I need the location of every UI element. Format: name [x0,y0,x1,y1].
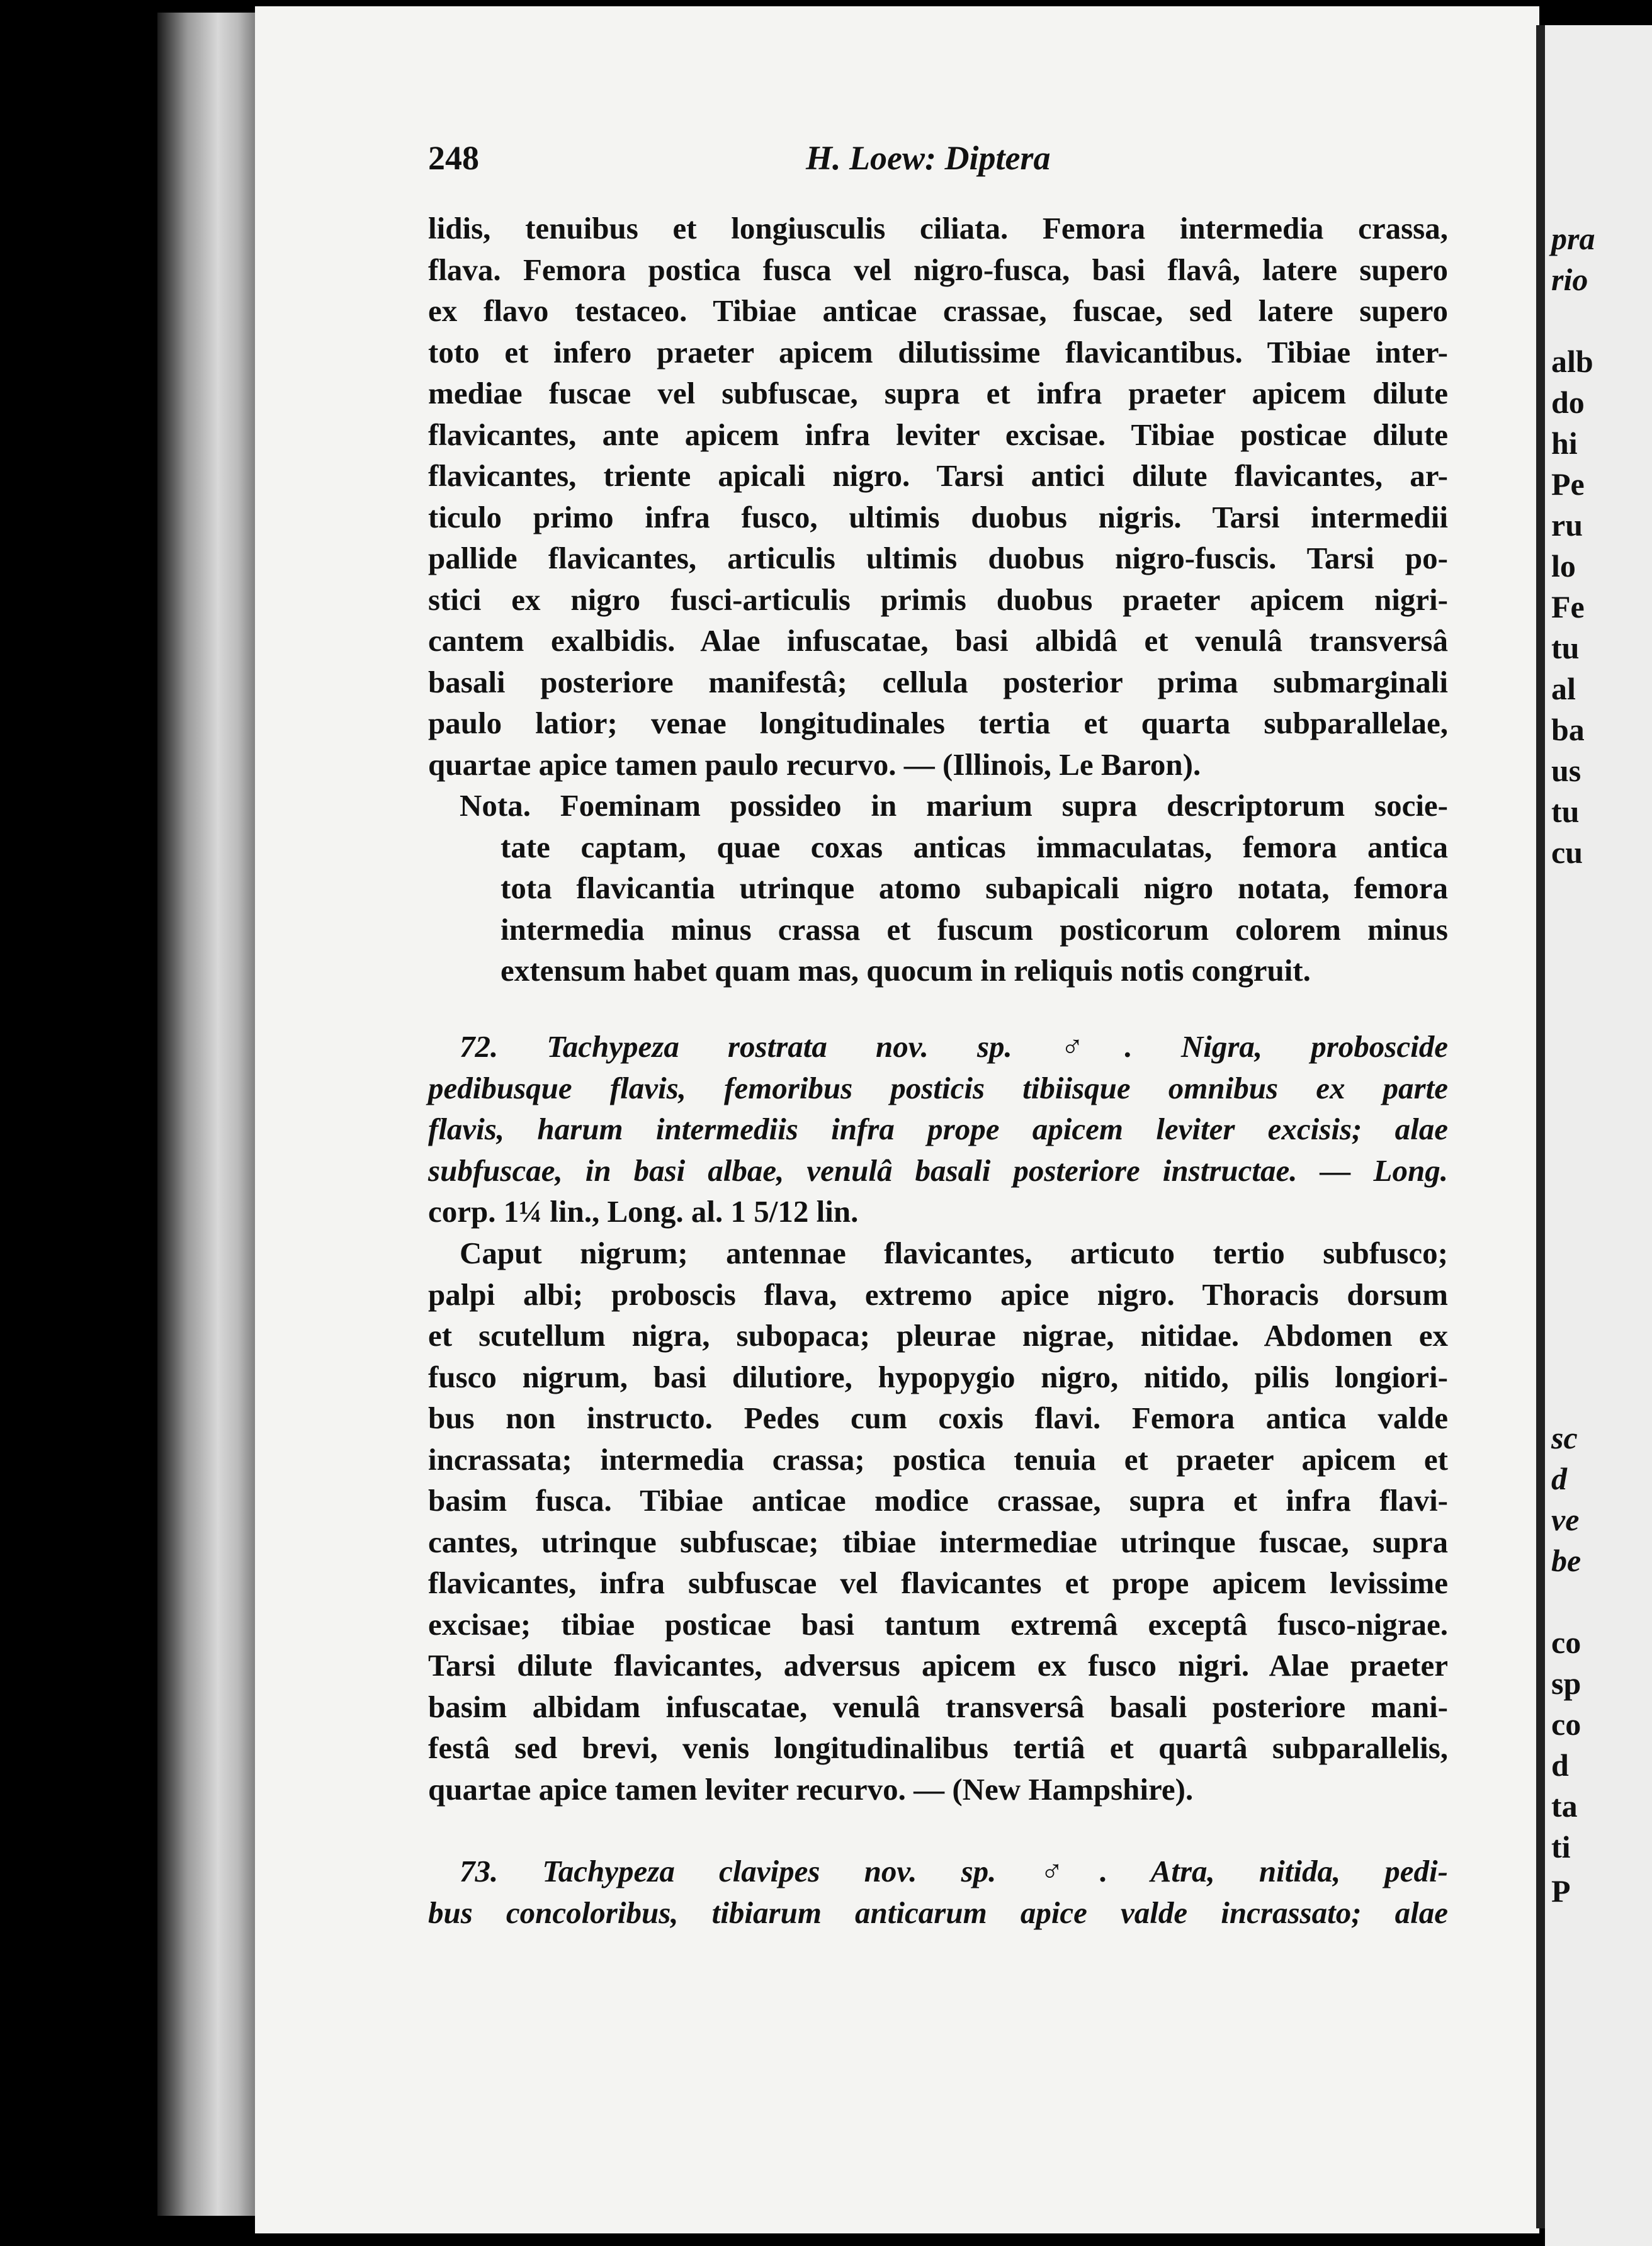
text-line: extensum habet quam mas, quocum in reliquis notis congruit. [501,953,1311,988]
facing-fragment: d [1551,1461,1567,1496]
book-spine [157,13,258,2216]
text-line: basali posteriore manifestâ; cellula posterior prima submarginali [428,664,1448,699]
facing-fragment: cu [1551,835,1583,870]
facing-fragment: sp [1551,1666,1581,1701]
facing-fragment: Fe [1551,589,1585,624]
text-line: 73. Tachypeza clavipes nov. sp. ♂. Atra, nitida, pedi- [460,1854,1448,1888]
text-line: bus concoloribus, tibiarum anticarum apice valde incrassato; alae [428,1895,1448,1930]
page-header [428,138,1448,189]
nota-paragraph [428,785,1448,991]
text-line: flavicantes, ante apicem infra leviter excisae. Tibiae posticae dilute [428,417,1448,452]
facing-page [1545,25,1652,2246]
text-line: ex flavo testaceo. Tibiae anticae crassae, fuscae, sed latere supero [428,293,1448,328]
text-line: incrassata; intermedia crassa; postica tenuia et praeter apicem et [428,1442,1448,1477]
facing-fragment: sc [1551,1420,1578,1455]
text-line: et scutellum nigra, subopaca; pleurae nigrae, nitidae. Abdomen ex [428,1318,1448,1353]
text-line: cantem exalbidis. Alae infuscatae, basi albidâ et venulâ transversâ [428,623,1448,658]
species-73-diagnosis [428,1851,1448,1933]
text-line: basim fusca. Tibiae anticae modice crassae, supra et infra flavi- [428,1483,1448,1518]
text-line: basim albidam infuscatae, venulâ transversâ basali posteriore mani- [428,1689,1448,1724]
facing-fragment: rio [1551,262,1588,297]
page-gutter [1536,25,1545,2228]
text-line: flavicantes, infra subfuscae vel flavicantes et prope apicem levissime [428,1566,1448,1600]
facing-fragment: tu [1551,794,1580,829]
text-line: quartae apice tamen leviter recurvo. — (New Hampshire). [428,1771,1194,1807]
text-line: mediae fuscae vel subfuscae, supra et infra praeter apicem dilute [428,376,1448,410]
text-line: Caput nigrum; antennae flavicantes, articuto tertio subfusco; [460,1236,1448,1270]
text-line: stici ex nigro fusci-articulis primis duobus praeter apicem nigri- [428,582,1448,617]
text-line: flavis, harum intermediis infra prope apicem leviter excisis; alae [428,1112,1448,1146]
facing-fragment: us [1551,753,1581,788]
facing-fragment: Pe [1551,466,1585,502]
facing-fragment: hi [1551,426,1578,461]
text-line: fusco nigrum, basi dilutiore, hypopygio nigro, nitido, pilis longiori- [428,1359,1448,1394]
text-line: 72. Tachypeza rostrata nov. sp. ♂. Nigra, proboscide [460,1029,1448,1064]
facing-fragment: alb [1551,344,1593,379]
facing-fragment: al [1551,671,1576,706]
text-line: lidis, tenuibus et longiusculis ciliata. Femora intermedia crassa, [428,211,1448,245]
facing-fragment: co [1551,1625,1581,1660]
text-line: corp. 1¼ lin., Long. al. 1 5/12 lin. [428,1194,859,1229]
facing-fragment: co [1551,1707,1581,1742]
text-line: intermedia minus crassa et fuscum posticorum colorem minus [501,911,1448,947]
species-72-description [428,1233,1448,1810]
text-line: toto et infero praeter apicem dilutissime flavicantibus. Tibiae inter- [428,334,1448,370]
page-number: 248 [428,139,479,177]
text-line: quartae apice tamen paulo recurvo. — (Illinois, Le Baron). [428,747,1201,782]
text-line: flavicantes, triente apicali nigro. Tarsi antici dilute flavicantes, ar- [428,458,1448,493]
text-line: Nota. Foeminam possideo in marium supra descriptorum socie- [460,788,1448,823]
text-line: paulo latior; venae longitudinales tertia et quarta subparallelae, [428,706,1448,740]
text-line: tota flavicantia utrinque atomo subapicali nigro notata, femora [501,871,1448,905]
facing-fragment: tu [1551,630,1580,665]
text-line: bus non instructo. Pedes cum coxis flavi. Femora antica valde [428,1401,1448,1435]
facing-fragment: ba [1551,712,1585,747]
text-line: excisae; tibiae posticae basi tantum extremâ exceptâ fusco-nigrae. [428,1606,1448,1642]
running-head: H. Loew: Diptera [806,139,1051,177]
facing-fragment: pra [1551,221,1595,256]
text-line: palpi albi; proboscis flava, extremo apice nigro. Thoracis dorsum [428,1277,1448,1312]
text-line: festâ sed brevi, venis longitudinalibus tertiâ et quartâ subparallelis, [428,1730,1448,1765]
text-line: pedibusque flavis, femoribus posticis tibiisque omnibus ex parte [428,1070,1448,1105]
facing-fragment: do [1551,385,1585,420]
facing-fragment: lo [1551,548,1576,584]
text-line: ticulo primo infra fusco, ultimis duobus nigris. Tarsi intermedii [428,499,1448,534]
facing-fragment: d [1551,1747,1569,1783]
text-line: flava. Femora postica fusca vel nigro-fusca, basi flavâ, latere supero [428,252,1448,287]
paragraph-continuation [428,208,1448,785]
facing-fragment: ti [1551,1829,1571,1865]
facing-fragment: be [1551,1543,1581,1578]
text-line: cantes, utrinque subfuscae; tibiae intermediae utrinque fuscae, supra [428,1524,1448,1559]
facing-fragment: ta [1551,1788,1578,1824]
text-line: pallide flavicantes, articulis ultimis duobus nigro-fuscis. Tarsi po- [428,541,1448,575]
species-72-diagnosis [428,1026,1448,1233]
facing-fragment: ve [1551,1502,1580,1537]
text-line: tate captam, quae coxas anticas immaculatas, femora antica [501,829,1448,864]
facing-fragment: ru [1551,507,1583,543]
text-line: subfuscae, in basi albae, venulâ basali posteriore instructae. — Long. [428,1153,1448,1188]
text-line: Tarsi dilute flavicantes, adversus apicem ex fusco nigri. Alae praeter [428,1648,1448,1683]
facing-fragment: P [1551,1873,1571,1909]
